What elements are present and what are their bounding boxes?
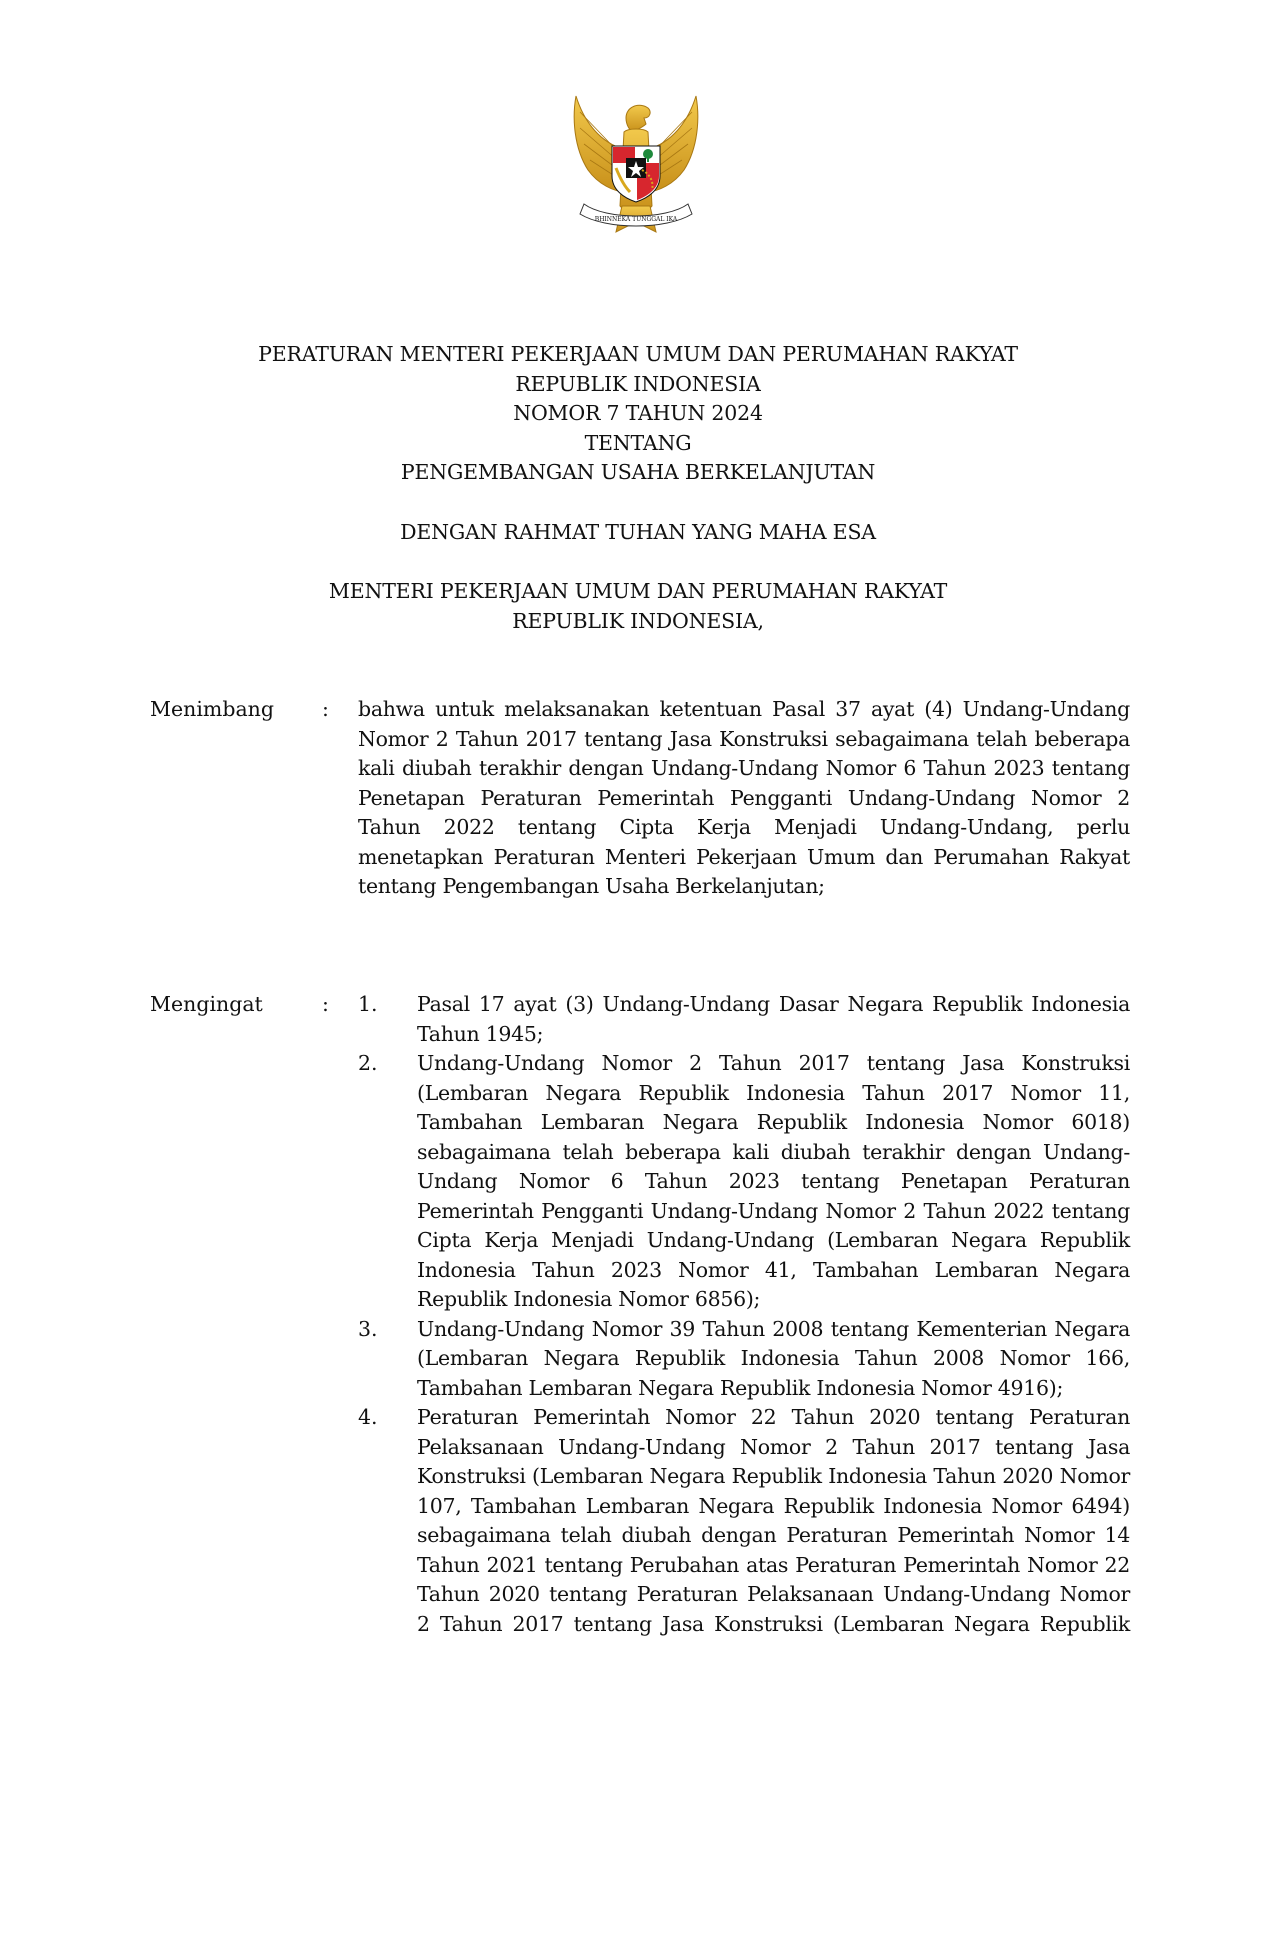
issuer [0,577,1276,636]
item-number: 3. [358,1316,378,1341]
list-item [358,1403,1130,1639]
title-line: PENGEMBANGAN USAHA BERKELANJUTAN [400,460,876,484]
invocation-text: DENGAN RAHMAT TUHAN YANG MAHA ESA [400,520,876,544]
invocation [0,518,1276,548]
menimbang-label: Menimbang [150,697,274,721]
item-text: Pasal 17 ayat (3) Undang-Undang Dasar Negara Republik Indonesia Tahun 1945; [417,992,1130,1046]
menimbang-text: bahwa untuk melaksanakan ketentuan Pasal 37 ayat (4) Undang-Undang Nomor 2 Tahun 2017 tentang Jasa Konstruksi sebagaimana telah beberapa kali diubah terakhir dengan Undang-Undang Nomor 6 Tahun 2023 tentang Penetapan Peraturan Pemerintah Pengganti Undang-Undang Nomor 2 Tahun 2022 tentang Cipta Kerja Menjadi Undang-Undang, perlu menetapkan Peraturan Menteri Pekerjaan Umum dan Perumahan Rakyat tentang Pengembangan Usaha Berkelanjutan; [358,697,1130,898]
item-text: Undang-Undang Nomor 2 Tahun 2017 tentang Jasa Konstruksi (Lembaran Negara Republik Indonesia Tahun 2017 Nomor 11, Tambahan Lembaran Negara Republik Indonesia Nomor 6018) sebagaimana telah beberapa kali diubah terakhir dengan Undang-Undang Nomor 6 Tahun 2023 tentang Penetapan Peraturan Pemerintah Pengganti Undang-Undang Nomor 2 Tahun 2022 tentang Cipta Kerja Menjadi Undang-Undang (Lembaran Negara Republik Indonesia Tahun 2023 Nomor 41, Tambahan Lembaran Negara Republik Indonesia Nomor 6856); [417,1051,1130,1311]
item-text: Undang-Undang Nomor 39 Tahun 2008 tentang Kementerian Negara (Lembaran Negara Republik Indonesia Tahun 2008 Nomor 166, Tambahan Lembaran Negara Republik Indonesia Nomor 4916); [417,1316,1130,1400]
list-item [358,990,1130,1049]
item-text: Peraturan Pemerintah Nomor 22 Tahun 2020 tentang Peraturan Pelaksanaan Undang-Undang Nomor 2 Tahun 2017 tentang Jasa Konstruksi (Lembaran Negara Republik Indonesia Tahun 2020 Nomor 107, Tambahan Lembaran Negara Republik Indonesia Nomor 6494) sebagaimana telah diubah dengan Peraturan Pemerintah Nomor 14 Tahun 2021 tentang Perubahan atas Peraturan Pemerintah Nomor 22 Tahun 2020 tentang Peraturan Pelaksanaan Undang-Undang Nomor 2 Tahun 2017 tentang Jasa Konstruksi (Lembaran Negara Republik [417,1405,1130,1636]
mengingat-list [358,990,1130,1639]
mengingat-colon: : [322,992,329,1016]
mengingat-section [150,990,1130,1639]
title-line: PERATURAN MENTERI PEKERJAAN UMUM DAN PERUMAHAN RAKYAT [258,342,1018,366]
title-line: TENTANG [584,430,692,455]
garuda-pancasila-emblem [566,88,706,240]
motto-text: BHINNEKA TUNGGAL IKA [594,216,678,223]
issuer-line: MENTERI PEKERJAAN UMUM DAN PERUMAHAN RAKYAT [328,579,948,603]
list-item [358,1049,1130,1315]
item-number: 1. [358,992,378,1016]
menimbang-section [150,695,1130,902]
item-number: 2. [358,1051,378,1075]
title-line: NOMOR 7 TAHUN 2024 [513,401,763,425]
garuda-emblem-icon [566,88,706,240]
menimbang-colon: : [322,697,329,721]
title-line: REPUBLIK INDONESIA [515,371,761,396]
regulation-title [0,340,1276,488]
issuer-line: REPUBLIK INDONESIA, [512,608,764,633]
mengingat-label: Mengingat [150,992,263,1016]
item-number: 4. [358,1405,378,1429]
list-item [358,1315,1130,1404]
